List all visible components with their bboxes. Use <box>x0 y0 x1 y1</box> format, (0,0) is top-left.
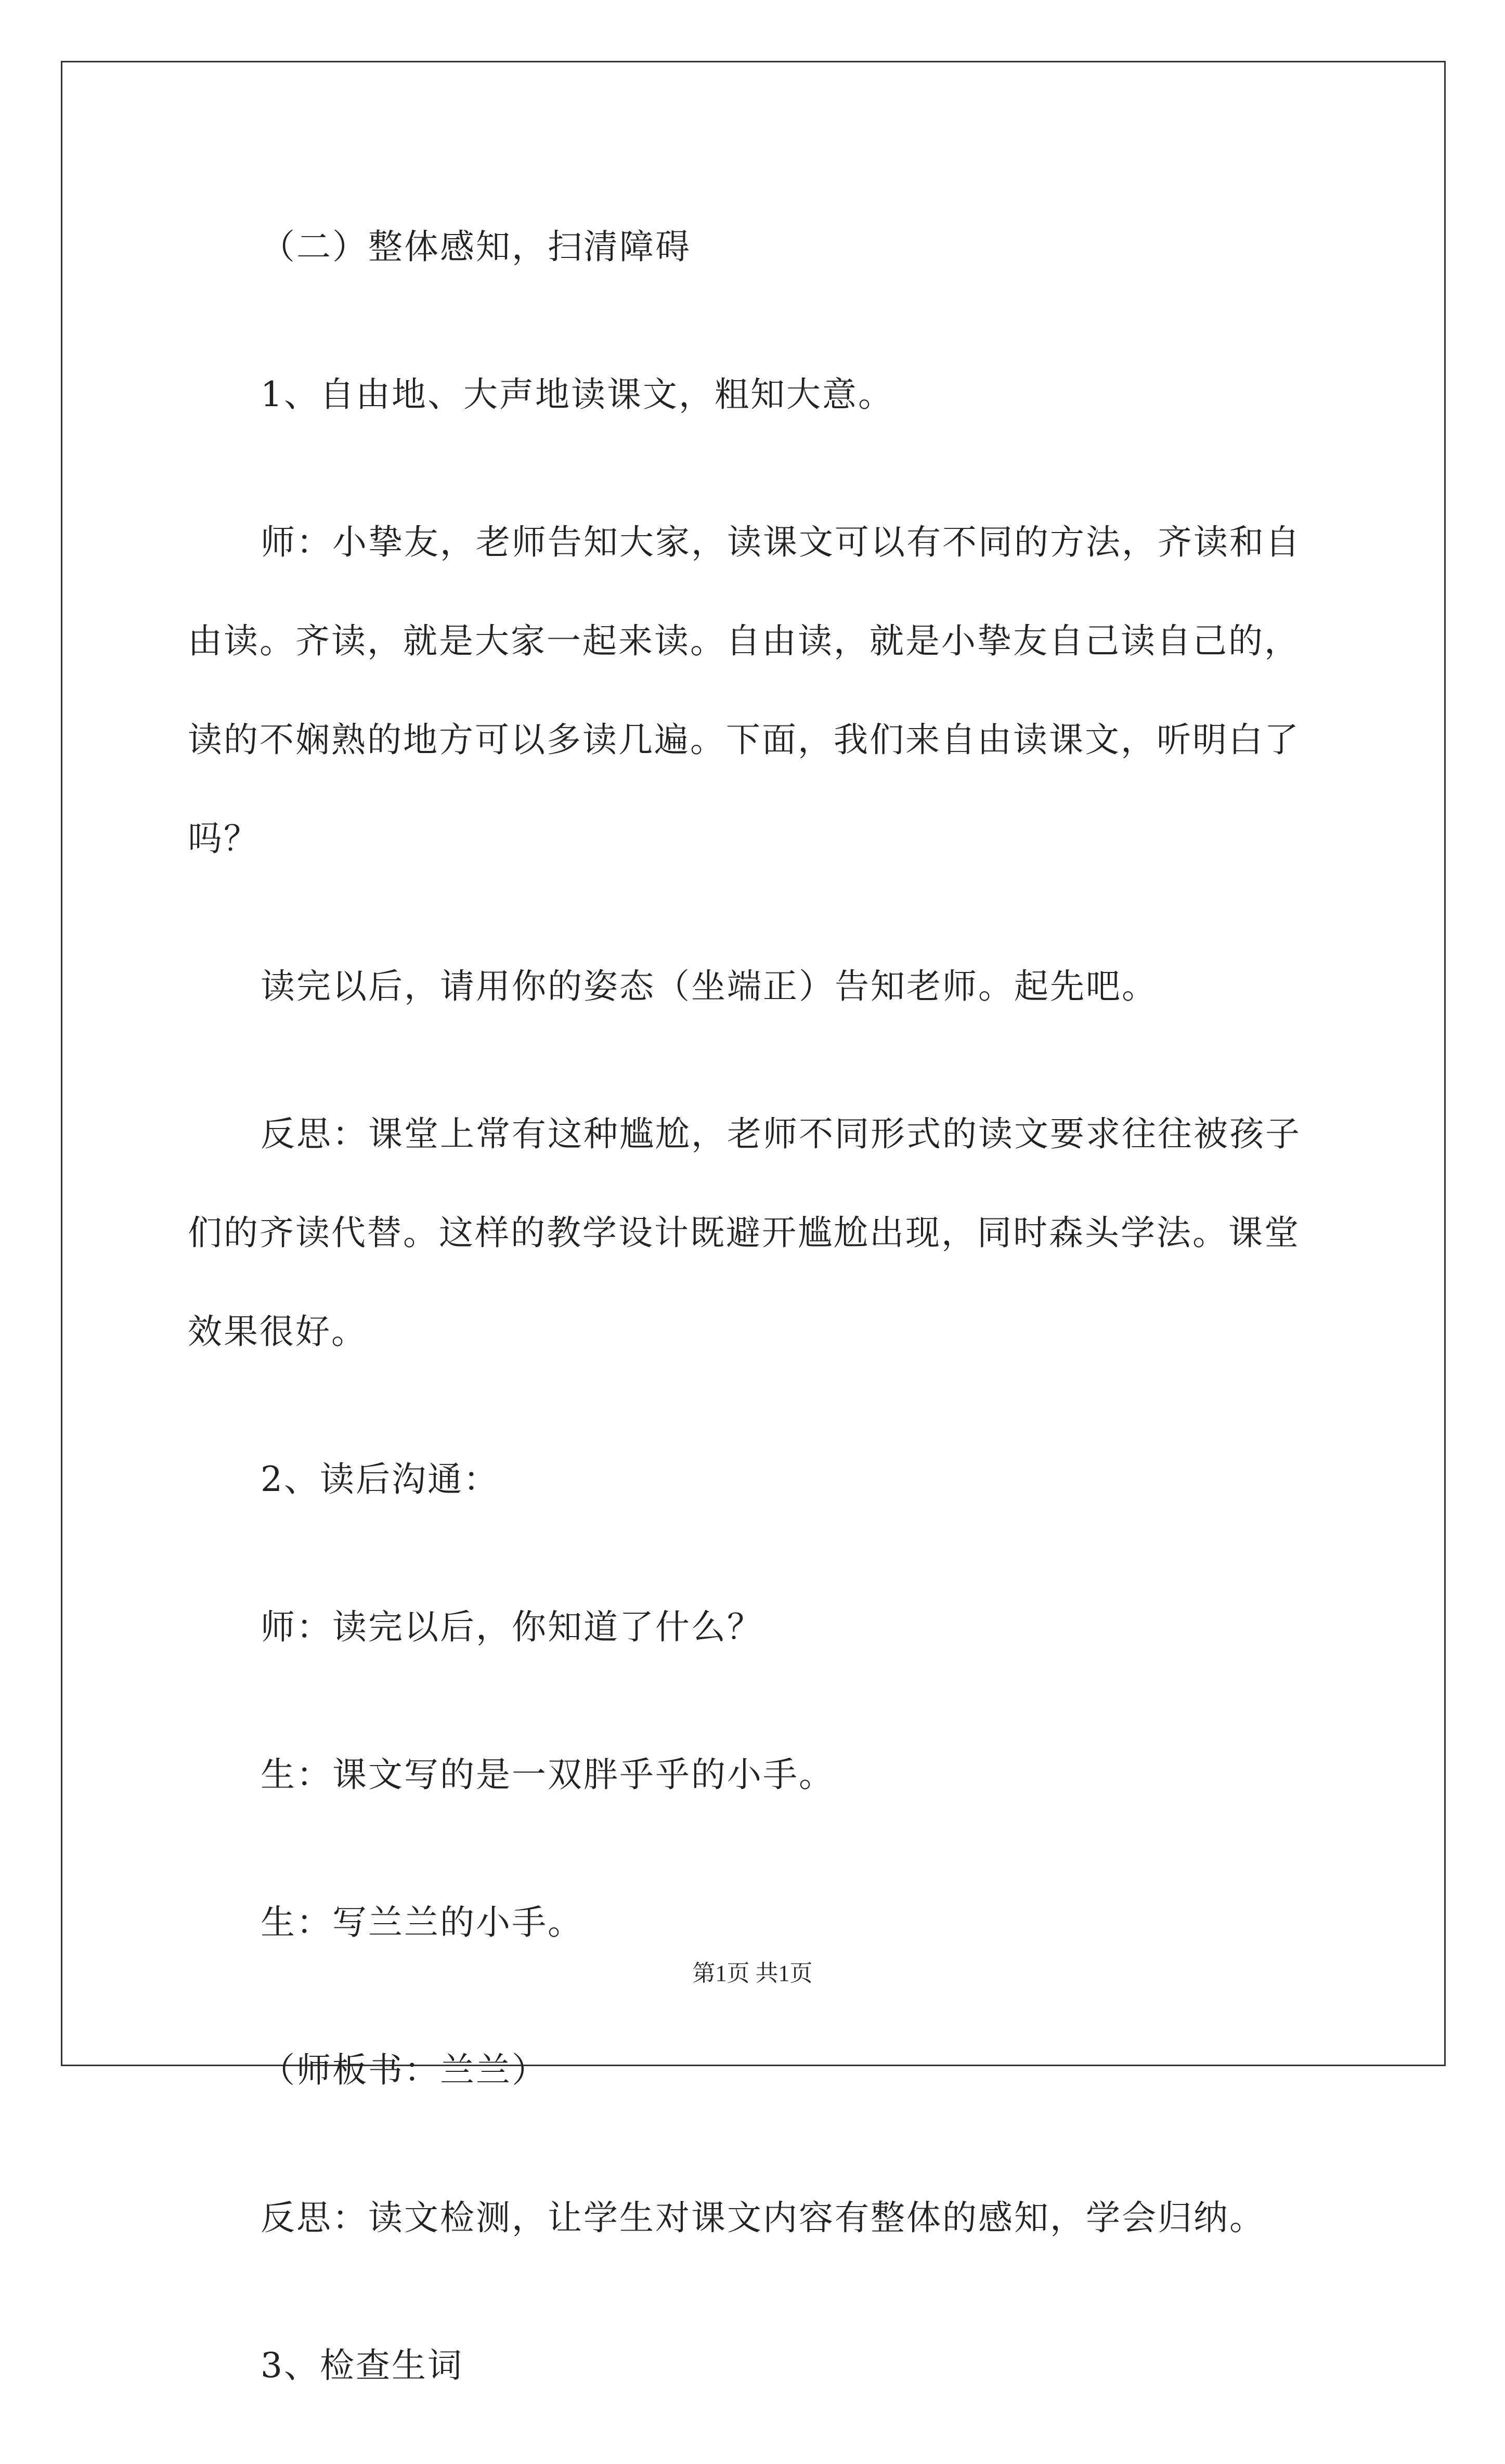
paragraph: （师板书：兰兰） <box>261 2050 548 2090</box>
paragraph: 1、自由地、大声地读课文，粗知大意。 <box>261 374 894 414</box>
paragraph: 师：小挚友，老师告知大家，读课文可以有不同的方法，齐读和自由读。齐读，就是大家一起来读。自由读，就是小挚友自己读自己的，读的不娴熟的地方可以多读几遍。下面，我们来自由读课文，听明白了吗？ <box>188 522 1301 859</box>
paragraph: 3、检查生词 <box>261 2345 463 2385</box>
paragraph: 反思：课堂上常有这种尴尬，老师不同形式的读文要求往往被孩子们的齐读代替。这样的教学设计既避开尴尬出现，同时森头学法。课堂效果很好。 <box>188 1114 1301 1352</box>
paragraph: 2、读后沟通： <box>261 1459 499 1499</box>
paragraph: 生：课文写的是一双胖乎乎的小手。 <box>261 1755 835 1795</box>
paragraph: 读完以后，请用你的姿态（坐端正）告知老师。起先吧。 <box>261 966 1158 1006</box>
paragraph: 反思：读文检测，让学生对课文内容有整体的感知，学会归纳。 <box>261 2198 1265 2238</box>
document-body <box>188 198 1324 2464</box>
page-footer: 第1页 共1页 <box>692 1961 813 1986</box>
section-heading: （二）整体感知，扫清障碍 <box>261 227 691 267</box>
paragraph: 师：读完以后，你知道了什么？ <box>261 1607 763 1647</box>
paragraph: 生：写兰兰的小手。 <box>261 1902 583 1942</box>
